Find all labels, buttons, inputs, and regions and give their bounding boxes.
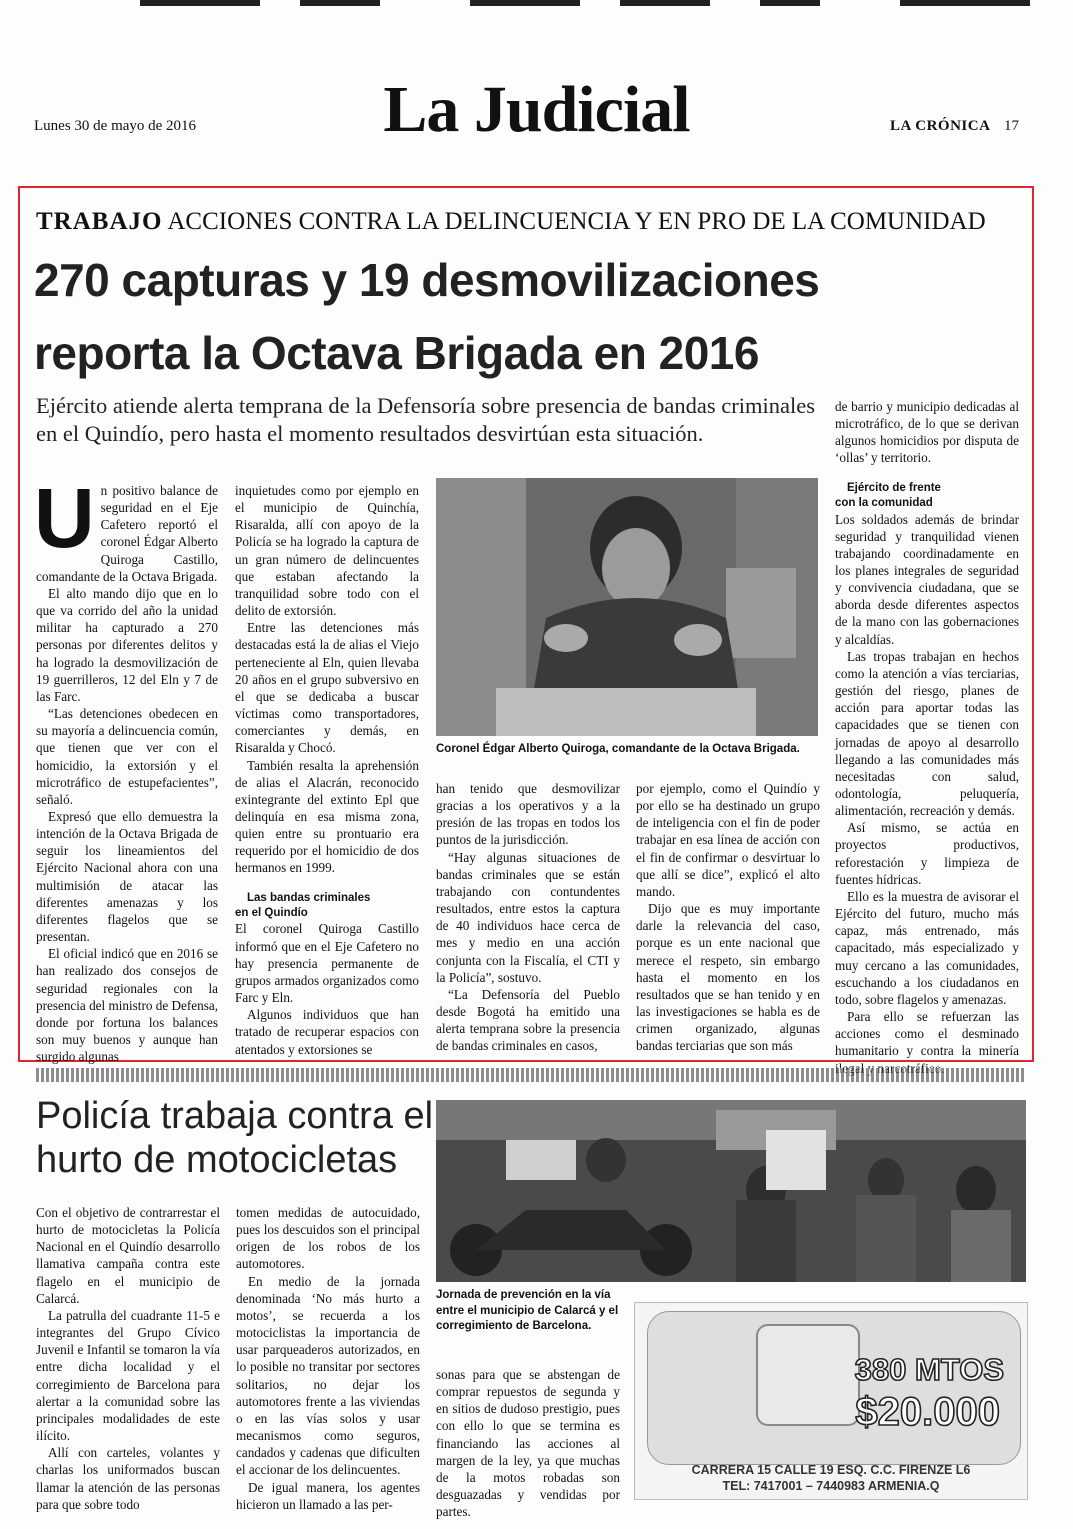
paragraph: Algunos individuos que han tratado de recuperar espacios con atentados y extorsiones se (235, 1007, 419, 1057)
motorcycle-campaign-photo (436, 1100, 1026, 1282)
story1-column-2 (235, 482, 419, 1058)
sim-card-graphic (647, 1311, 1021, 1465)
motorcycle-campaign-image (436, 1100, 1026, 1282)
subhead-line: Las bandas criminales (247, 891, 371, 904)
paragraph: tomen medidas de autocuidado, pues los descuidos son el principal origen de los robos de los automotores. (236, 1205, 420, 1272)
ad-contact (635, 1463, 1027, 1494)
section-title: La Judicial (383, 73, 690, 146)
paragraph: De igual manera, los agentes hicieron un llamado a las per- (236, 1479, 420, 1512)
story1-column-5 (835, 398, 1019, 1077)
paragraph: Así mismo, se actúa en proyectos productivos, reforestación y limpieza de fuentes hídricas. (835, 820, 1019, 887)
headline-line-1: 270 capturas y 19 desmovilizaciones (34, 254, 820, 306)
paragraph: El coronel Quiroga Castillo informó que en el Eje Cafetero no hay presencia permanente de grupos armados organizados como Farc y Eln. (235, 921, 419, 1006)
newspaper-name: LA CRÓNICA (890, 118, 991, 134)
sim-chip-icon (756, 1324, 860, 1426)
story2-headline: Policía trabaja contra el hurto de motocicletas (36, 1095, 434, 1182)
ad-phone: TEL: 7417001 – 7440983 ARMENIA.Q (722, 1478, 940, 1493)
subhead-ejercito (835, 481, 1019, 511)
section-divider (36, 1068, 1026, 1082)
paragraph: inquietudes como por ejemplo en el municipio de Quinchía, Risaralda, allí con apoyo de la Policía se ha logrado la captura de un gran número de delincuentes que estaban afectando la tranquilidad sobre todo con el delito de extorsión. (235, 483, 419, 619)
story2-column-3 (436, 1366, 620, 1520)
paragraph: El alto mando dijo que en lo que va corrido del año la unidad militar ha capturado a 270 personas por diferentes delitos y ha logrado la desmovilización de 19 guerrilleros, 12 del Eln y 7 de las Farc. (36, 585, 218, 704)
story2-column-1 (36, 1204, 220, 1513)
paragraph: En medio de la jornada denominada ‘No más hurto a motos’, se recuerda a los motociclistas la importancia de usar parqueaderos autorizados, en lo posible no transitar por sectores solitarios, no dejar los automotores frente a las viviendas o en las vías solos y usar mecanismos como seguros, candados y cadenas que dificulten el accionar de los delincuentes. (236, 1273, 420, 1478)
paragraph: “Las detenciones obedecen en su mayoría a delincuencia común, que tienen que ver con el homicidio, la extorsión y el microtráfico de estupefacientes”, señaló. (36, 706, 218, 807)
page-number: 17 (1004, 118, 1019, 134)
issue-date: Lunes 30 de mayo de 2016 (34, 118, 197, 134)
paragraph: n positivo balance de seguridad en el Eje Cafetero reportó el coronel Édgar Alberto Quiroga Castillo, comandante de la Octava Brigada. (36, 483, 218, 584)
kicker-text: ACCIONES CONTRA LA DELINCUENCIA Y EN PRO DE LA COMUNIDAD (167, 208, 986, 235)
paragraph: por ejemplo, como el Quindío y por ello se ha destinado un grupo de inteligencia con el fin de poder trabajar en esa línea de acción con el fin de confirmar o desvirtuar lo que allí se dice”, explicó el alto mando. (636, 781, 820, 899)
paragraph: Expresó que ello demuestra la intención de la Octava Brigada de seguir los lineamientos del Ejército Nacional ahora con una multimisión de atacar las diferentes amenazas y los diferentes flagelos que se presentan. (36, 808, 218, 945)
paragraph: Con el objetivo de contrarrestar el hurto de motocicletas la Policía Nacional en el Quindío desarrollo llamativa campaña contra este flagelo en el municipio de Calarcá. (36, 1205, 220, 1306)
ad-minutes: 380 MTOS (854, 1352, 1004, 1387)
paragraph: han tenido que desmovilizar gracias a los operativos y a la presión de las tropas en todos los puntos de la jurisdicción. (436, 781, 620, 848)
paragraph: Ello es la muestra de avisorar el Ejército del futuro, mucho más capaz, más entrenado, más capacitado, más especializado y muy cercano a las comunidades, escuchando a los ciudadanos en todo, sobre flagelos y amenazas. (835, 888, 1019, 1007)
main-headline (34, 244, 1034, 389)
subhead-line: en el Quindío (235, 906, 308, 919)
subhead-line: Ejército de frente (847, 481, 941, 494)
deck: Ejército atiende alerta temprana de la Defensoría sobre presencia de bandas criminales en el Quindío, pero hasta el momento resultados desvirtúan esta situación. (36, 393, 815, 447)
paragraph: Entre las detenciones más destacadas está la de alias el Viejo perteneciente al Eln, quien llevaba 20 años en el grupo subversivo en el que se dedicaba a buscar víctimas como transportadores, comerciantes y demás, en Risaralda y Chocó. (235, 620, 419, 756)
paragraph: También resalta la aprehensión de alias el Alacrán, reconocido exintegrante del extinto Epl que delinquía en esa misma zona, quien entre su prontuario era requerido por el homicidio de dos hermanos en 1999. (235, 757, 419, 876)
sim-card-advertisement (634, 1302, 1028, 1500)
subhead-line: con la comunidad (835, 496, 933, 509)
story1-column-3 (436, 780, 620, 1055)
story1-column-4 (636, 780, 820, 1055)
story1-column-1 (34, 471, 218, 1065)
colonel-photo-image (436, 478, 818, 736)
top-page-edge (0, 0, 1073, 10)
paragraph: sonas para que se abstengan de comprar repuestos de segunda y en sitios de dudoso prestigio, pues con ello lo que se termina es financiando las acciones al margen de la ley, ya que muchas de la motos robadas son desguazadas y vendidas por partes. (436, 1367, 620, 1520)
paragraph: “Hay algunas situaciones de bandas criminales que se están trabajando con contundentes resultados, entre estos la captura de 40 individuos hace cerca de mes y medio en una acción conjunta con la Fiscalía, el CTI y la Policía”, sostuvo. (436, 849, 620, 985)
photo-caption-motorcycles: Jornada de prevención en la vía entre el municipio de Calarcá y el corregimiento de Barcelona. (436, 1289, 619, 1333)
paragraph: Dijo que es muy importante darle la relevancia del caso, porque es un ente nacional que merece el respeto, sin embargo hasta el momento en los resultados que se han tenido y en las investigaciones se habla es de crimen organizado, algunas bandas terciarias que son más (636, 901, 820, 1054)
ad-price: $20.000 (855, 1390, 1000, 1434)
paragraph: Los soldados además de brindar seguridad y tranquilidad vienen trabajando coordinadamente en los planes integrales de seguridad y convivencia ciudadana, que se aborda desde diferentes aspectos de la mano con las gobernaciones y alcaldías. (835, 511, 1019, 647)
paragraph: Las tropas trabajan en hechos como la atención a vías terciarias, gestión del riesgo, planes de acción para aportar todas las capacidades que se tienen con jornadas de apoyo al desarrollo llegando a las comunidades más necesitadas con salud, odontología, peluquería, alimentación, recreación y demás. (835, 648, 1019, 819)
ad-address: CARRERA 15 CALLE 19 ESQ. C.C. FIRENZE L6 (691, 1463, 971, 1477)
headline-line-2: reporta la Octava Brigada en 2016 (34, 326, 759, 379)
kicker (36, 208, 986, 236)
paragraph: de barrio y municipio dedicadas al microtráfico, de lo que se derivan algunos homicidios por disputa de ‘ollas’ y territorio. (835, 399, 1019, 466)
paragraph: El oficial indicó que en 2016 se han realizado dos consejos de seguridad regionales con la presencia del ministro de Defensa, donde por fortuna los balances son muy buenos y aunque han surgido algunas (36, 946, 218, 1065)
photo-caption-colonel: Coronel Édgar Alberto Quiroga, comandante de la Octava Brigada. (436, 743, 800, 755)
subhead-bandas (235, 891, 419, 921)
paragraph: Para ello se refuerzan las acciones como el desminado humanitario y contra la minería (835, 1009, 1019, 1059)
dropcap: U (34, 471, 95, 565)
paragraph: “La Defensoría del Pueblo desde Bogotá ha emitido una alerta temprana sobre la presencia de bandas criminales en casos, (436, 986, 620, 1054)
colonel-photo (436, 478, 818, 736)
story2-column-2 (236, 1204, 420, 1513)
paragraph: La patrulla del cuadrante 11-5 e integrantes del Grupo Cívico Juvenil e Infantil se tomaron la vía entre dicha localidad y el corregimiento de Barcelona para alertar a la comunidad sobre las principales modalidades de este ilícito. (36, 1307, 220, 1444)
paragraph: Allí con carteles, volantes y charlas los uniformados buscan llamar la atención de las personas para que sobre todo (36, 1445, 220, 1512)
kicker-label: TRABAJO (36, 208, 163, 235)
